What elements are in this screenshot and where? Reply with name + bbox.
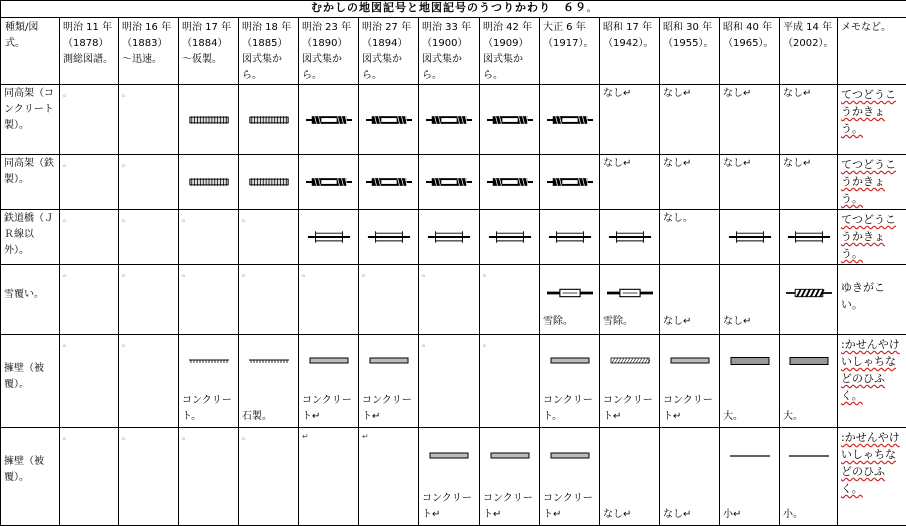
railway-bridge-symbol-icon <box>547 231 593 243</box>
viaduct-symbol-icon <box>246 114 292 126</box>
cell-text: 。 <box>60 335 118 352</box>
period-cell <box>239 428 299 526</box>
header-memo-cell <box>838 18 906 85</box>
railway-bridge-symbol-icon <box>786 231 832 243</box>
kind-cell <box>1 85 60 155</box>
header-year-cell <box>299 18 359 85</box>
period-cell <box>359 428 419 526</box>
period-cell <box>60 335 119 428</box>
viaduct-symbol-icon <box>366 114 412 126</box>
kind-label: 同高架（鉄製）。 <box>1 155 59 188</box>
period-cell <box>419 210 480 265</box>
period-cell <box>60 85 119 155</box>
cell-text: 。 <box>239 210 298 227</box>
period-cell <box>660 335 720 428</box>
period-cell <box>119 335 179 428</box>
header-kind-cell <box>1 18 60 85</box>
retaining-wall-symbol-icon <box>670 357 710 365</box>
retaining-wall-symbol-icon <box>309 357 349 365</box>
retaining-wall-symbol-icon <box>189 357 229 365</box>
header-year-cell <box>119 18 179 85</box>
table-row <box>1 428 906 526</box>
period-cell <box>299 155 359 210</box>
period-cell <box>780 155 838 210</box>
table-row <box>1 155 906 210</box>
retaining-wall-symbol-icon <box>789 357 829 365</box>
period-cell <box>540 210 600 265</box>
period-cell <box>600 210 660 265</box>
cell-text: 雪除。 <box>543 314 597 330</box>
header-label: 昭和 40 年（1965）。 <box>720 18 779 52</box>
kind-cell <box>1 335 60 428</box>
retaining-wall-symbol-icon <box>789 452 829 460</box>
period-cell <box>179 85 239 155</box>
period-cell <box>179 210 239 265</box>
period-cell <box>60 210 119 265</box>
cell-text: なし↵ <box>663 507 717 523</box>
railway-bridge-symbol-icon <box>727 231 773 243</box>
period-cell <box>179 265 239 335</box>
header-year-cell <box>780 18 838 85</box>
cell-text: 大。 <box>783 409 835 425</box>
cell-text: コンクリート。 <box>182 393 236 425</box>
retaining-wall-symbol-icon <box>249 357 289 365</box>
header-label: 明治 11 年（1878）測総図譜。 <box>60 18 118 68</box>
period-cell <box>480 85 540 155</box>
retaining-wall-symbol-icon <box>550 452 590 460</box>
viaduct-symbol-icon <box>246 176 292 188</box>
header-year-cell <box>540 18 600 85</box>
period-cell <box>780 428 838 526</box>
cell-text: 。 <box>119 155 178 172</box>
period-cell <box>720 210 780 265</box>
period-cell <box>179 155 239 210</box>
period-cell <box>480 210 540 265</box>
cell-text: 。 <box>359 265 418 282</box>
period-cell <box>419 335 480 428</box>
period-cell <box>179 428 239 526</box>
kind-label: 同高架（コンクリート製）。 <box>1 85 59 134</box>
period-cell <box>780 85 838 155</box>
memo-text: てつどうこうかきょう。 <box>838 85 906 137</box>
period-cell <box>119 428 179 526</box>
period-cell <box>359 335 419 428</box>
period-cell <box>600 85 660 155</box>
table-title: むかしの地図記号と地図記号のうつりかわり ６９ <box>311 1 587 14</box>
period-cell <box>660 265 720 335</box>
cell-text: なし↵ <box>660 85 719 102</box>
header-year-cell <box>480 18 540 85</box>
period-cell <box>480 155 540 210</box>
railway-bridge-symbol-icon <box>426 231 472 243</box>
header-label: 種類/図式。 <box>1 18 59 52</box>
memo-cell <box>838 428 906 526</box>
memo-cell <box>838 155 906 210</box>
cell-text: 石製。 <box>242 409 296 425</box>
period-cell <box>540 428 600 526</box>
cell-text: 。 <box>239 428 298 445</box>
header-label: 明治 16 年（1883）～迅速。 <box>119 18 178 68</box>
period-cell <box>119 210 179 265</box>
snow-shed-symbol-icon <box>607 287 653 299</box>
period-cell <box>359 210 419 265</box>
table-row <box>1 265 906 335</box>
memo-cell <box>838 265 906 335</box>
viaduct-symbol-icon <box>547 176 593 188</box>
memo-text: ゆきがこい。 <box>838 265 906 313</box>
cell-text: 。 <box>60 155 118 172</box>
cell-text: なし↵ <box>780 155 837 172</box>
cell-text: 。 <box>480 265 539 282</box>
cell-text: なし↵ <box>660 155 719 172</box>
header-year-cell <box>660 18 720 85</box>
header-label: 大正 6 年（1917）。 <box>540 18 599 52</box>
title-mark: 。 <box>587 4 596 13</box>
header-label: 平成 14 年（2002）。 <box>780 18 837 52</box>
cell-text: 小↵ <box>723 507 777 523</box>
header-row <box>1 18 906 85</box>
table-row <box>1 335 906 428</box>
kind-cell <box>1 155 60 210</box>
kind-cell <box>1 265 60 335</box>
memo-text: :かせんやけいしゃちなどのひふく。 <box>838 428 906 497</box>
period-cell <box>119 265 179 335</box>
header-year-cell <box>60 18 119 85</box>
cell-text: コンクリート。 <box>543 393 597 425</box>
cell-text: コンクリート↵ <box>302 393 356 425</box>
memo-text: てつどうこうかきょう。 <box>838 210 906 262</box>
cell-text: 。 <box>119 210 178 227</box>
railway-bridge-symbol-icon <box>607 231 653 243</box>
period-cell <box>299 428 359 526</box>
header-year-cell <box>239 18 299 85</box>
period-cell <box>119 155 179 210</box>
kind-label: 鉄道橋（ＪＲ線以外）。 <box>1 210 59 259</box>
cell-text: 。 <box>60 210 118 227</box>
period-cell <box>299 85 359 155</box>
kind-label: 擁壁（被覆）。 <box>1 335 59 393</box>
snow-shed-symbol-icon <box>786 287 832 299</box>
cell-text: なし↵ <box>600 155 659 172</box>
cell-text: ↵ <box>299 428 358 445</box>
header-label: 明治 17 年（1884）～仮製。 <box>179 18 238 68</box>
period-cell <box>60 265 119 335</box>
header-label: 昭和 17 年（1942）。 <box>600 18 659 52</box>
header-label: 明治 23 年（1890）図式集から。 <box>299 18 358 84</box>
period-cell <box>600 335 660 428</box>
period-cell <box>359 85 419 155</box>
viaduct-symbol-icon <box>366 176 412 188</box>
period-cell <box>660 210 720 265</box>
viaduct-symbol-icon <box>547 114 593 126</box>
cell-text: なし↵ <box>780 85 837 102</box>
cell-text: 。 <box>119 428 178 445</box>
header-label: 明治 33 年（1900）図式集から。 <box>419 18 479 84</box>
railway-bridge-symbol-icon <box>306 231 352 243</box>
period-cell <box>239 85 299 155</box>
cell-text: 。 <box>419 335 479 352</box>
viaduct-symbol-icon <box>487 114 533 126</box>
cell-text: なし↵ <box>720 155 779 172</box>
cell-text: なし↵ <box>663 314 717 330</box>
period-cell <box>720 335 780 428</box>
period-cell <box>239 210 299 265</box>
cell-text: 。 <box>119 85 178 102</box>
header-year-cell <box>720 18 780 85</box>
period-cell <box>720 265 780 335</box>
cell-text: コンクリート↵ <box>483 491 537 523</box>
viaduct-symbol-icon <box>186 114 232 126</box>
header-label: 明治 42 年（1909）図式集から。 <box>480 18 539 84</box>
period-cell <box>540 265 600 335</box>
period-cell <box>540 85 600 155</box>
kind-cell <box>1 428 60 526</box>
period-cell <box>480 335 540 428</box>
memo-cell <box>838 335 906 428</box>
retaining-wall-symbol-icon <box>610 357 650 365</box>
period-cell <box>239 155 299 210</box>
period-cell <box>780 210 838 265</box>
period-cell <box>720 428 780 526</box>
period-cell <box>480 265 540 335</box>
kind-label: 雪覆い。 <box>1 265 59 303</box>
viaduct-symbol-icon <box>487 176 533 188</box>
cell-text: 。 <box>60 265 118 282</box>
cell-text: 。 <box>60 85 118 102</box>
cell-text: 。 <box>179 265 238 282</box>
cell-text: ↵ <box>359 428 418 445</box>
retaining-wall-symbol-icon <box>730 357 770 365</box>
railway-bridge-symbol-icon <box>487 231 533 243</box>
cell-text: 。 <box>60 428 118 445</box>
cell-text: 雪除。 <box>603 314 657 330</box>
cell-text: コンクリート↵ <box>543 491 597 523</box>
memo-cell <box>838 210 906 265</box>
period-cell <box>660 85 720 155</box>
cell-text: 。 <box>179 428 238 445</box>
table-row <box>1 210 906 265</box>
cell-text: 。 <box>119 265 178 282</box>
kind-cell <box>1 210 60 265</box>
period-cell <box>359 155 419 210</box>
period-cell <box>540 335 600 428</box>
cell-text: なし↵ <box>720 85 779 102</box>
cell-text: コンクリート↵ <box>603 393 657 425</box>
cell-text: コンクリート↵ <box>362 393 416 425</box>
cell-text: 。 <box>239 265 298 282</box>
period-cell <box>60 428 119 526</box>
cell-text: 。 <box>119 335 178 352</box>
header-label: 昭和 30 年（1955）。 <box>660 18 719 52</box>
header-label: 明治 18 年（1885）図式集から。 <box>239 18 298 84</box>
retaining-wall-symbol-icon <box>730 452 770 460</box>
period-cell <box>720 85 780 155</box>
period-cell <box>239 335 299 428</box>
viaduct-symbol-icon <box>186 176 232 188</box>
period-cell <box>419 265 480 335</box>
cell-text: コンクリート↵ <box>422 491 477 523</box>
memo-text: :かせんやけいしゃちなどのひふく。 <box>838 335 906 404</box>
period-cell <box>720 155 780 210</box>
viaduct-symbol-icon <box>426 176 472 188</box>
table-row <box>1 85 906 155</box>
viaduct-symbol-icon <box>306 176 352 188</box>
period-cell <box>299 210 359 265</box>
cell-text: 。 <box>299 265 358 282</box>
cell-text: 小。 <box>783 507 835 523</box>
period-cell <box>419 428 480 526</box>
cell-text: なし↵ <box>600 85 659 102</box>
period-cell <box>660 428 720 526</box>
period-cell <box>540 155 600 210</box>
kind-label: 擁壁（被覆）。 <box>1 428 59 486</box>
railway-bridge-symbol-icon <box>366 231 412 243</box>
header-year-cell <box>600 18 660 85</box>
table-title-cell <box>1 1 906 18</box>
viaduct-symbol-icon <box>426 114 472 126</box>
period-cell <box>780 335 838 428</box>
period-cell <box>239 265 299 335</box>
header-label: メモなど。 <box>838 18 906 36</box>
period-cell <box>780 265 838 335</box>
cell-text: 大。 <box>723 409 777 425</box>
cell-text: なし。 <box>660 210 719 227</box>
period-cell <box>179 335 239 428</box>
cell-text: 。 <box>480 335 539 352</box>
period-cell <box>600 428 660 526</box>
retaining-wall-symbol-icon <box>429 452 469 460</box>
cell-text: なし↵ <box>603 507 657 523</box>
period-cell <box>600 265 660 335</box>
period-cell <box>359 265 419 335</box>
period-cell <box>299 265 359 335</box>
period-cell <box>660 155 720 210</box>
period-cell <box>119 85 179 155</box>
period-cell <box>419 155 480 210</box>
retaining-wall-symbol-icon <box>369 357 409 365</box>
header-year-cell <box>419 18 480 85</box>
snow-shed-symbol-icon <box>547 287 593 299</box>
viaduct-symbol-icon <box>306 114 352 126</box>
cell-text: なし↵ <box>723 314 777 330</box>
memo-cell <box>838 85 906 155</box>
cell-text: 。 <box>419 265 479 282</box>
retaining-wall-symbol-icon <box>490 452 530 460</box>
retaining-wall-symbol-icon <box>550 357 590 365</box>
period-cell <box>60 155 119 210</box>
cell-text: 。 <box>179 210 238 227</box>
period-cell <box>419 85 480 155</box>
period-cell <box>480 428 540 526</box>
header-year-cell <box>179 18 239 85</box>
period-cell <box>600 155 660 210</box>
header-label: 明治 27 年（1894）図式集から。 <box>359 18 418 84</box>
memo-text: てつどうこうかきょう。 <box>838 155 906 207</box>
header-year-cell <box>359 18 419 85</box>
cell-text: コンクリート↵ <box>663 393 717 425</box>
period-cell <box>299 335 359 428</box>
